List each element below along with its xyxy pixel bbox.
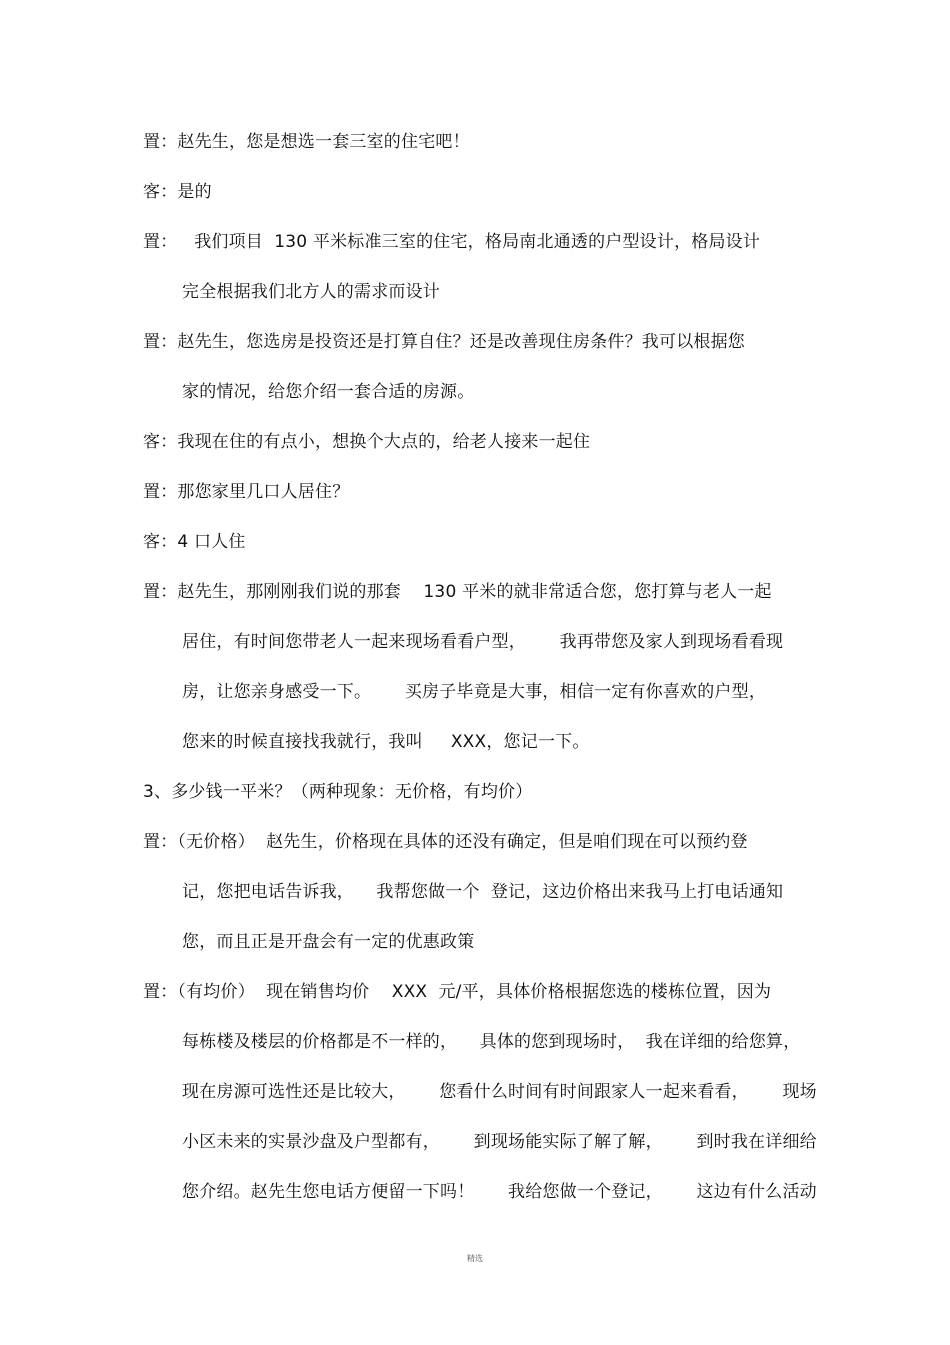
- dialogue-line: 置：（有均价） 现在销售均价 XXX 元/平，具体价格根据您选的楼栋位置，因为: [143, 982, 772, 1002]
- dialogue-line: 置：那您家里几口人居住？: [143, 482, 350, 502]
- dialogue-line-continued: 家的情况，给您介绍一套合适的房源。: [182, 382, 475, 402]
- dialogue-line-continued: 完全根据我们北方人的需求而设计: [182, 282, 440, 302]
- dialogue-line: 置：赵先生，您是想选一套三室的住宅吧！: [143, 132, 470, 152]
- dialogue-line: 置：赵先生，您选房是投资还是打算自住？还是改善现住房条件？我可以根据您: [143, 332, 745, 352]
- dialogue-line: 置：赵先生，那刚刚我们说的那套 130 平米的就非常适合您，您打算与老人一起: [143, 582, 772, 602]
- dialogue-line-continued: 您，而且正是开盘会有一定的优惠政策: [182, 932, 475, 952]
- dialogue-line: 客：我现在住的有点小，想换个大点的，给老人接来一起住: [143, 432, 591, 452]
- dialogue-line: 客：4 口人住: [143, 532, 246, 552]
- dialogue-line-continued: 您来的时候直接找我就行，我叫 XXX，您记一下。: [182, 732, 590, 752]
- dialogue-line-continued: 每栋楼及楼层的价格都是不一样的， 具体的您到现场时， 我在详细的给您算，: [182, 1032, 801, 1052]
- dialogue-line-continued: 房，让您亲身感受一下。 买房子毕竟是大事，相信一定有你喜欢的户型，: [182, 682, 767, 702]
- dialogue-line: 置：（无价格） 赵先生，价格现在具体的还没有确定，但是咱们现在可以预约登: [143, 832, 748, 852]
- dialogue-line: 客：是的: [143, 182, 212, 202]
- dialogue-line-continued: 您介绍。赵先生您电话方便留一下吗！ 我给您做一个登记， 这边有什么活动: [182, 1182, 817, 1202]
- section-heading: 3、多少钱一平米？（两种现象：无价格，有均价）: [143, 782, 533, 802]
- dialogue-line-continued: 居住，有时间您带老人一起来现场看看户型， 我再带您及家人到现场看看现: [182, 632, 784, 652]
- dialogue-line-continued: 记，您把电话告诉我， 我帮您做一个 登记，这边价格出来我马上打电话通知: [182, 882, 784, 902]
- dialogue-line: 置： 我们项目 130 平米标准三室的住宅，格局南北通透的户型设计，格局设计: [143, 232, 761, 252]
- dialogue-line-continued: 小区未来的实景沙盘及户型都有， 到现场能实际了解了解， 到时我在详细给: [182, 1132, 817, 1152]
- dialogue-line-continued: 现在房源可选性还是比较大， 您看什么时间有时间跟家人一起来看看， 现场: [182, 1082, 817, 1102]
- page-footer: 精选: [467, 1254, 483, 1263]
